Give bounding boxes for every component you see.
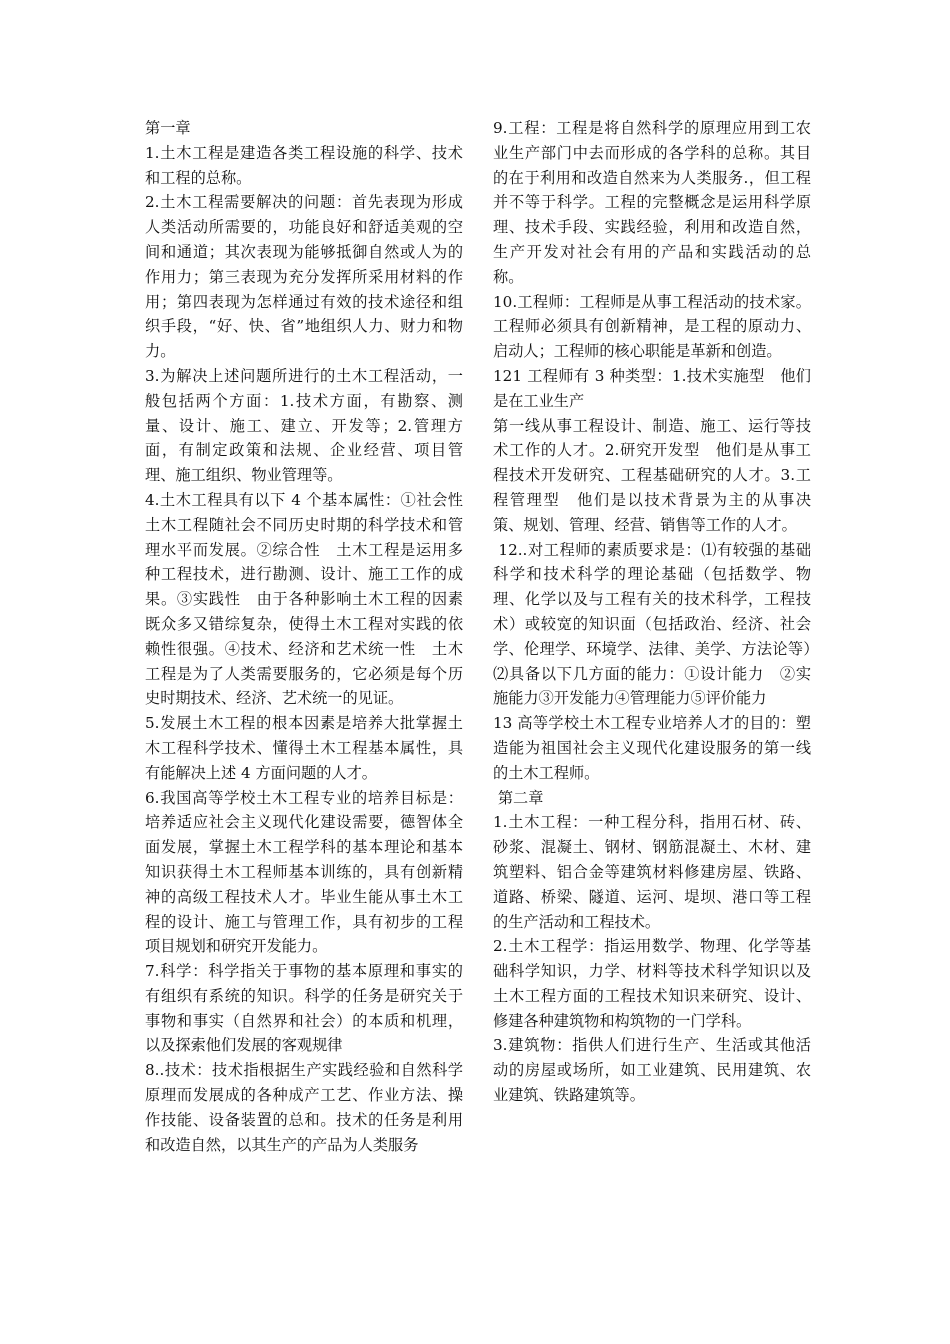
paragraph: 9.工程：工程是将自然科学的原理应用到工农业生产部门中去而形成的各学科的总称。其目的在于利用和改造自然来为人类服务.，但工程并不等于科学。工程的完整概念是运用科学原理、技术手段、实践经验，利用和改造自然，生产开发对社会有用的产品和实践活动的总称。 xyxy=(493,119,811,286)
paragraph: 1.土木工程是建造各类工程设施的科学、技术和工程的总称。 xyxy=(145,143,463,187)
paragraph: 5.发展土木工程的根本因素是培养大批掌握土木工程科学技术、懂得土木工程基本属性，具有能解决上述 4 方面问题的人才。 xyxy=(145,714,463,782)
paragraph: 3.建筑物：指供人们进行生产、生活或其他活动的房屋或场所，如工业建筑、民用建筑、农业建筑、铁路建筑等。 xyxy=(493,1036,811,1105)
paragraph: 6.我国高等学校土木工程专业的培养目标是：培养适应社会主义现代化建设需要，德智体全面发展，掌握土木工程学科的基本理论和基本知识获得土木工程师基本训练的，具有创新精神的高级工程技术人才。毕业生能从事土木工程的设计、施工与管理工作，具有初步的工程项目规划和研究开发能力。 xyxy=(145,788,463,956)
paragraph: 2.土木工程需要解决的问题：首先表现为形成人类活动所需要的，功能良好和舒适美观的空间和通道；其次表现为能够抵御自然或人为的作用力；第三表现为充分发挥所采用材料的作用；第四表现为怎样通过有效的技术途径和组织手段，“好、快、省”地组织人力、财力和物力。 xyxy=(145,193,463,361)
paragraph: 7.科学：科学指关于事物的基本原理和事实的有组织有系统的知识。科学的任务是研究关于事物和事实（自然界和社会）的本质和机理，以及探索他们发展的客观规律 xyxy=(145,962,463,1055)
paragraph: 12..对工程师的素质要求是：⑴有较强的基础科学和技术科学的理论基础（包括数学、物理、化学以及与工程有关的技术科学，工程技术）或较宽的知识面（包括政治、经济、社会学、伦理学、环境学、法律、美学、方法论等）⑵具备以下几方面的能力：①设计能力 ②实施能力③开发能力④管理能力⑤评价能力 xyxy=(493,540,812,708)
paragraph: 10.工程师：工程师是从事工程活动的技术家。工程师必须具有创新精神，是工程的原动力、启动人；工程师的核心职能是革新和创造。 xyxy=(493,292,811,361)
paragraph: 1.土木工程：一种工程分科，指用石材、砖、砂浆、混凝土、钢材、钢筋混凝土、木材、建筑塑料、铝合金等建筑材料修建房屋、铁路、道路、桥梁、隧道、运河、堤坝、港口等工程的生产活动和工程技术。 xyxy=(493,813,811,931)
paragraph: 3.为解决上述问题所进行的土木工程活动，一般包括两个方面：1.技术方面，有勘察、测量、设计、施工、建立、开发等；2.管理方面，有制定政策和法规、企业经营、项目管理、施工组织、物业管理等。 xyxy=(145,366,463,485)
left-column xyxy=(145,116,479,1157)
paragraph: 8..技术：技术指根据生产实践经验和自然科学原理而发展成的各种成产工艺、作业方法、操作技能、设备装置的总和。技术的任务是利用和改造自然，以其生产的产品为人类服务 xyxy=(145,1061,463,1154)
paragraph: 第一线从事工程设计、制造、施工、运行等技术工作的人才。2.研究开发型 他们是从事工程技术开发研究、工程基础研究的人才。3.工程管理型 他们是以技术背景为主的从事决策、规划、管理、经营、销售等工作的人才。 xyxy=(493,416,811,534)
paragraph: 121 工程师有 3 种类型：1.技术实施型 他们是在工业生产 xyxy=(493,366,811,410)
paragraph: 2.土木工程学：指运用数学、物理、化学等基础科学知识，力学、材料等技术科学知识以及土木工程方面的工程技术知识来研究、设计、修建各种建筑物和构筑物的一门学科。 xyxy=(493,937,811,1030)
paragraph: 13 高等学校土木工程专业培养人才的目的：塑造能为祖国社会主义现代化建设服务的第一线的土木工程师。 xyxy=(493,714,811,782)
paragraph: 4.土木工程具有以下 4 个基本属性：①社会性 土木工程随社会不同历史时期的科学技术和管理水平而发展。②综合性 土木工程是运用多种工程技术，进行勘测、设计、施工工作的成果。③实践性 由于各种影响土木工程的因素既众多又错综复杂，使得土木工程对实践的依赖性很强。④技术、经济和艺术统一性 土木工程是为了人类需要服务的，它必须是每个历史时期技术、经济、艺术统一的见证。 xyxy=(145,490,479,708)
right-column xyxy=(493,116,811,1108)
chapter-heading-1: 第一章 xyxy=(145,119,191,137)
chapter-heading-2: 第二章 xyxy=(493,788,544,807)
